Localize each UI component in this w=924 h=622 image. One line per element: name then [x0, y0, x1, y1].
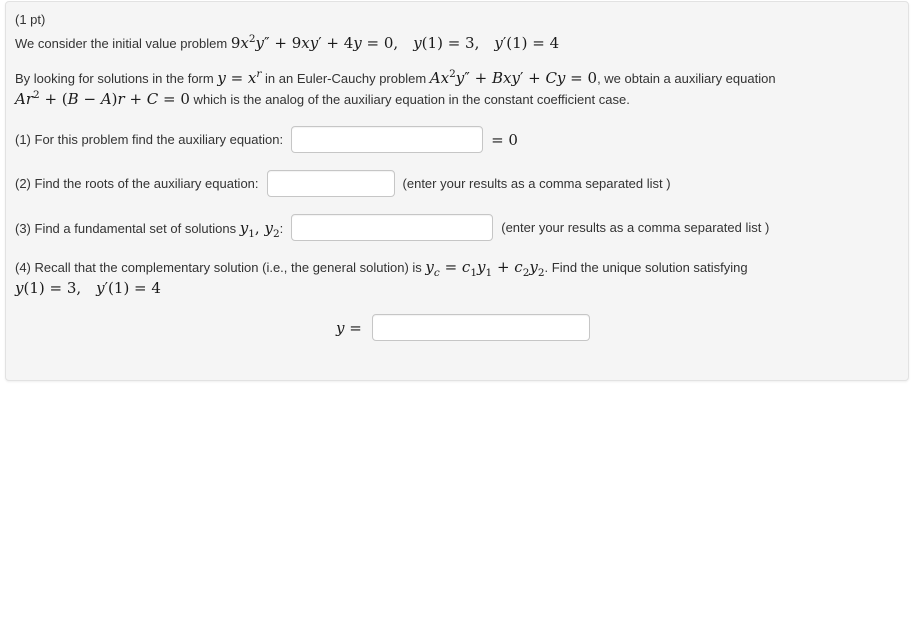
problem-statement: [15, 31, 896, 56]
explanation-paragraph: [15, 68, 896, 110]
para2-text-4: which is the analog of the auxiliary equation in the constant coefficient case.: [189, 92, 630, 107]
unique-solution-input[interactable]: [372, 314, 590, 341]
solution-form-math: $y = x^r$: [217, 68, 262, 87]
euler-cauchy-math: $Ax^2y'' + Bxy' + Cy = 0$: [429, 68, 598, 87]
para2-text-2: in an Euler-Cauchy problem: [261, 71, 430, 86]
para2-text-3: , we obtain a auxiliary equation: [597, 71, 776, 86]
fundamental-set-input[interactable]: [291, 214, 493, 241]
question-2-row: [15, 170, 896, 197]
initial-conditions-math: y(1) = 3, y′(1) = 4: [15, 279, 161, 297]
final-answer-row: [336, 314, 896, 341]
question-3-label-text: (3) Find a fundamental set of solutions: [15, 220, 240, 236]
question-4-text-1: (4) Recall that the complementary solution (i.e., the general solution) is: [15, 260, 426, 275]
equals-zero-math: = 0: [491, 130, 518, 149]
question-2-label: (2) Find the roots of the auxiliary equation:: [15, 176, 259, 191]
problem-panel: [5, 1, 909, 381]
question-4-text-2: . Find the unique solution satisfying: [544, 260, 748, 275]
question-3-label: [15, 218, 284, 240]
roots-input[interactable]: [267, 170, 395, 197]
question-3-row: [15, 214, 896, 241]
auxiliary-equation-form-math: $Ar^2 + (B - A)r + C = 0$: [15, 89, 190, 108]
initial-value-problem-math: $9x^2y'' + 9xy' + 4y = 0$, y(1) = 3, y′(1) = 4: [230, 33, 560, 52]
intro-text: We consider the initial value problem: [15, 36, 231, 51]
fundamental-solutions-math: $y_1$, $y_2$: [239, 218, 280, 240]
y-equals-label: y =: [336, 318, 362, 337]
points-label: (1 pt): [15, 12, 46, 27]
question-3-label-colon: :: [279, 220, 284, 236]
para2-text-1: By looking for solutions in the form: [15, 71, 218, 86]
question-4-paragraph: [15, 257, 896, 299]
question-2-hint: (enter your results as a comma separated list ): [402, 176, 671, 191]
question-3-hint: (enter your results as a comma separated list ): [501, 220, 770, 235]
auxiliary-equation-input[interactable]: [291, 126, 483, 153]
complementary-solution-math: $y_c = c_1y_1 + c_2y_2$: [425, 258, 545, 279]
question-1-row: [15, 126, 896, 153]
question-1-label: (1) For this problem find the auxiliary equation:: [15, 132, 284, 147]
